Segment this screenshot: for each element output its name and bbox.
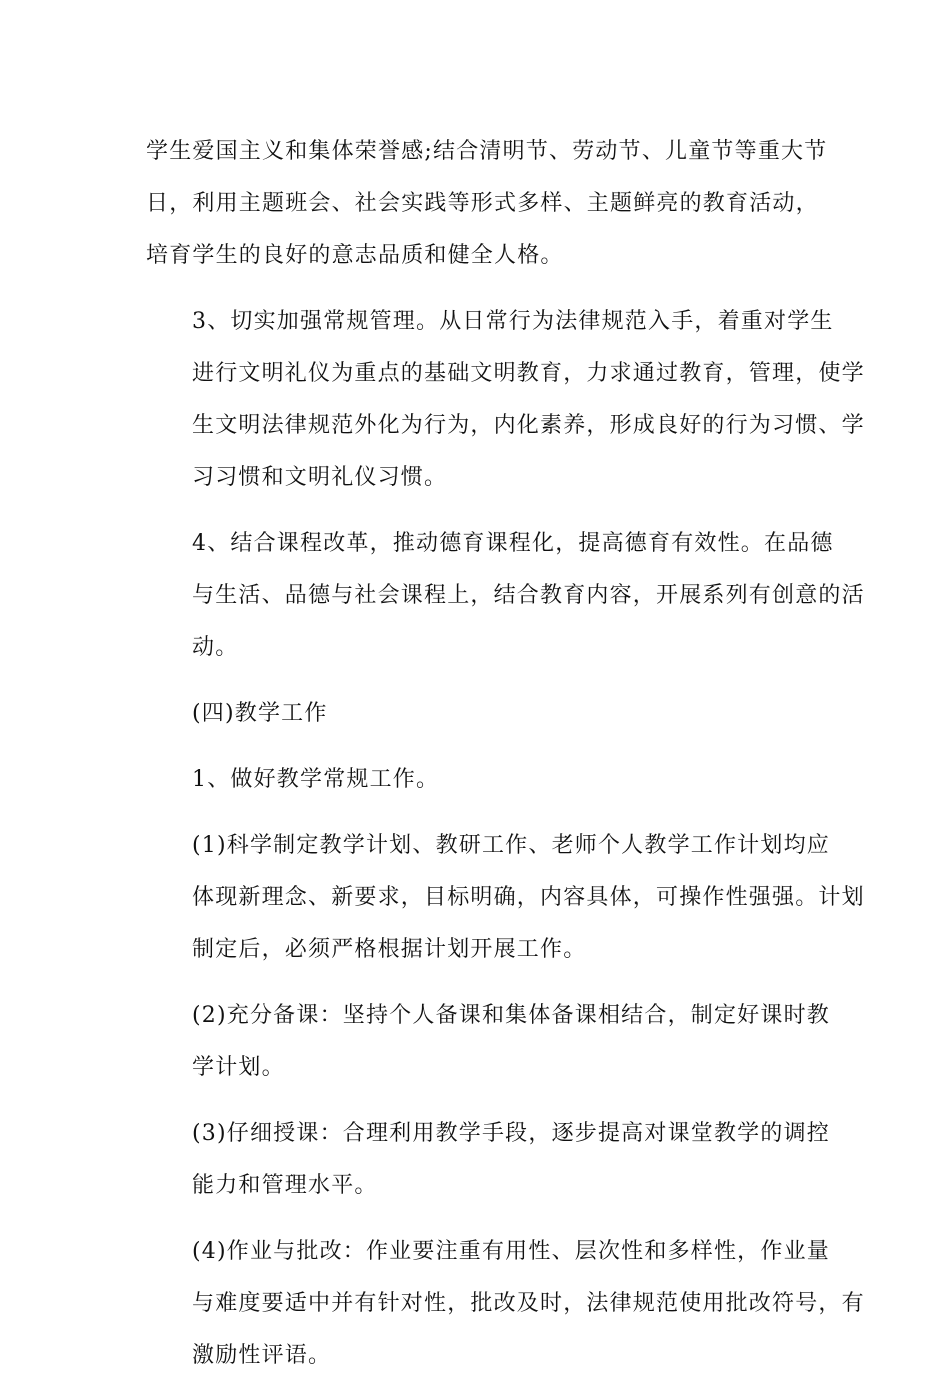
document-body (146, 126, 865, 1396)
text-line: (四)教学工作 (192, 701, 328, 726)
text-line: 制定后，必须严格根据计划开展工作。 (192, 937, 587, 962)
text-line: 习习惯和文明礼仪习惯。 (192, 465, 448, 490)
text-line: 3、切实加强常规管理。从日常行为法律规范入手，着重对学生 (192, 309, 834, 334)
text-line: 日，利用主题班会、社会实践等形式多样、主题鲜亮的教育活动， (146, 191, 819, 216)
text-line: 1、做好教学常规工作。 (192, 767, 440, 792)
text-line: 培育学生的良好的意志品质和健全人格。 (146, 243, 564, 268)
text-line: (4)作业与批改：作业要注重有用性、层次性和多样性，作业量 (192, 1239, 830, 1264)
text-line: 4、结合课程改革，推动德育课程化，提高德育有效性。在品德 (192, 531, 834, 556)
text-line: 生文明法律规范外化为行为，内化素养，形成良好的行为习惯、学 (192, 413, 865, 438)
text-line: 体现新理念、新要求，目标明确，内容具体，可操作性强强。计划 (192, 885, 865, 910)
text-line: 能力和管理水平。 (192, 1173, 378, 1198)
paragraph-item-4 (146, 518, 865, 674)
paragraph-sub-1-2 (146, 990, 830, 1094)
text-line: 动。 (192, 635, 239, 660)
text-line: 进行文明礼仪为重点的基础文明教育，力求通过教育，管理，使学 (192, 361, 865, 386)
paragraph-sub-1-3 (146, 1108, 830, 1212)
paragraph-item-3 (146, 296, 865, 504)
text-line: (3)仔细授课：合理利用教学手段，逐步提高对课堂教学的调控 (192, 1121, 830, 1146)
text-line: 激励性评语。 (192, 1343, 332, 1368)
paragraph-sub-1 (146, 754, 806, 806)
text-line: 学计划。 (192, 1055, 285, 1080)
paragraph-section-4 (146, 688, 806, 740)
text-line: (2)充分备课：坚持个人备课和集体备课相结合，制定好课时教 (192, 1003, 830, 1028)
paragraph-sub-1-4 (146, 1226, 865, 1382)
paragraph-continuation (146, 126, 828, 282)
text-line: (1)科学制定教学计划、教研工作、老师个人教学工作计划均应 (192, 833, 830, 858)
text-line: 与生活、品德与社会课程上，结合教育内容，开展系列有创意的活 (192, 583, 865, 608)
text-line: 学生爱国主义和集体荣誉感;结合清明节、劳动节、儿童节等重大节 (146, 139, 828, 164)
text-line: 与难度要适中并有针对性，批改及时，法律规范使用批改符号，有 (192, 1291, 865, 1316)
paragraph-sub-1-1 (146, 820, 865, 976)
